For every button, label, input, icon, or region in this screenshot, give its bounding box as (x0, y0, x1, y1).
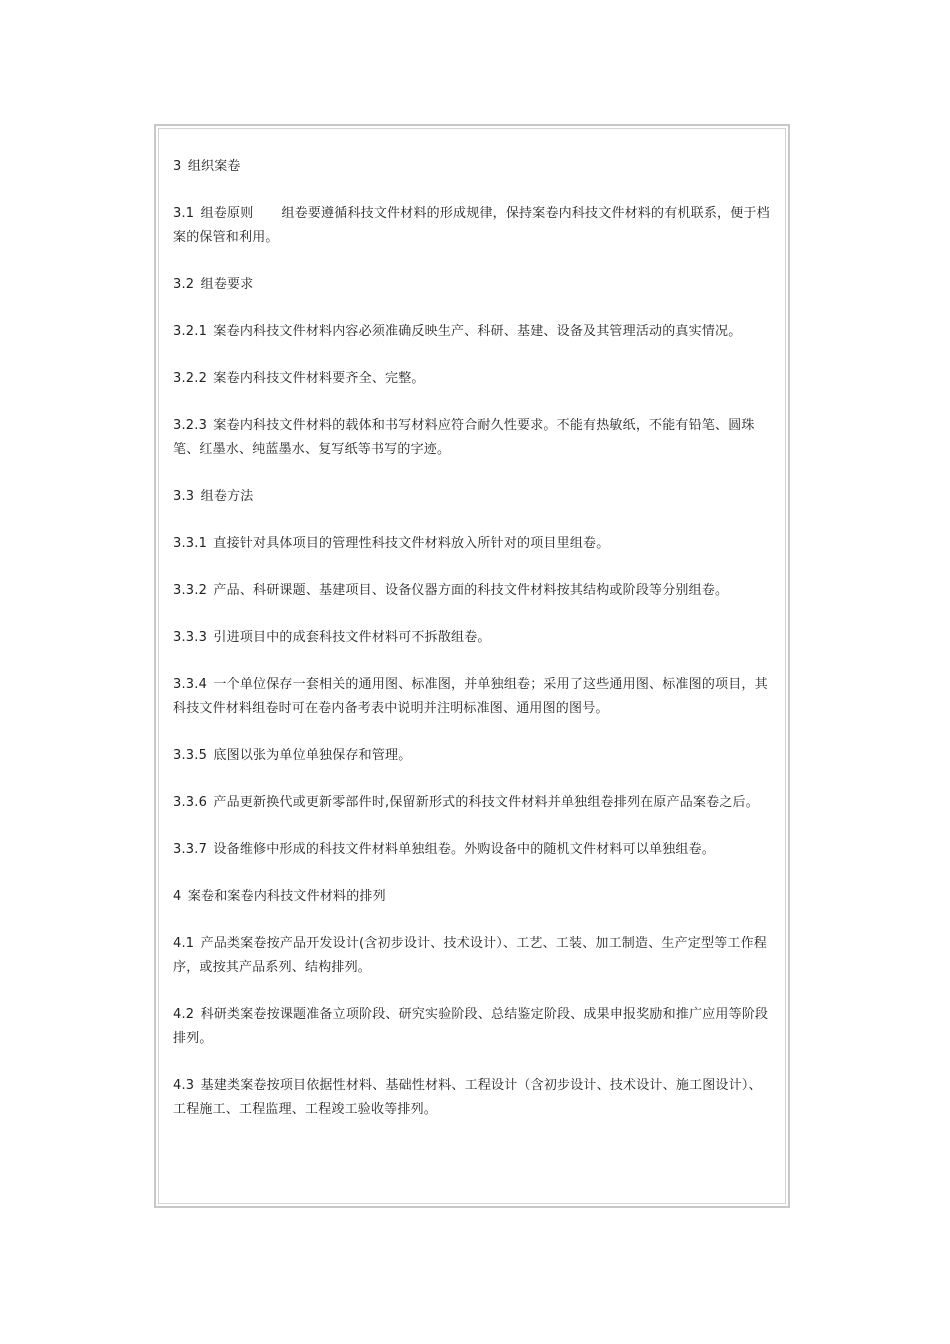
paragraph-text: 案卷内科技文件材料要齐全、完整。 (213, 371, 425, 386)
section-number: 3.3.1 (173, 536, 208, 551)
paragraph (173, 838, 773, 862)
paragraph (173, 367, 773, 391)
paragraph (173, 791, 773, 815)
section-text: 组卷原则 (200, 206, 254, 221)
section-number: 3.3.5 (173, 748, 208, 763)
section-text: 案卷和案卷内科技文件材料的排列 (187, 889, 386, 904)
paragraph (173, 1003, 773, 1051)
section-text: 组卷方法 (200, 489, 254, 504)
section-heading (173, 155, 773, 179)
paragraph (173, 414, 773, 462)
paragraph-text: 产品类案卷按产品开发设计(含初步设计、技术设计）、工艺、工装、加工制造、生产定型等工作程序，或按其产品系列、结构排列。 (173, 936, 767, 975)
section-number: 3.3.2 (173, 583, 208, 598)
section-number: 3.3.4 (173, 677, 208, 692)
paragraph (173, 1074, 773, 1122)
paragraph (173, 744, 773, 768)
section-text: 组卷要求 (200, 277, 254, 292)
section-number: 3.3 (173, 489, 195, 504)
section-heading (173, 273, 773, 297)
section-number: 3.3.3 (173, 630, 208, 645)
paragraph-text: 案卷内科技文件材料的载体和书写材料应符合耐久性要求。不能有热敏纸，不能有铅笔、圆珠笔、红墨水、纯蓝墨水、复写纸等书写的字迹。 (173, 418, 755, 457)
document-body (158, 128, 786, 1204)
paragraph-text: 案卷内科技文件材料内容必须准确反映生产、科研、基建、设备及其管理活动的真实情况。 (213, 324, 742, 339)
paragraph-text: 设备维修中形成的科技文件材料单独组卷。外购设备中的随机文件材料可以单独组卷。 (213, 842, 716, 857)
paragraph (173, 202, 773, 250)
section-number: 4.2 (173, 1007, 195, 1022)
paragraph-text: 引进项目中的成套科技文件材料可不拆散组卷。 (213, 630, 491, 645)
paragraph-text: 产品、科研课题、基建项目、设备仪器方面的科技文件材料按其结构或阶段等分别组卷。 (213, 583, 729, 598)
section-number: 3.2.2 (173, 371, 208, 386)
section-number: 3.2.1 (173, 324, 208, 339)
document-frame (154, 124, 790, 1208)
section-text: 组织案卷 (187, 159, 241, 174)
paragraph (173, 532, 773, 556)
paragraph-text: 底图以张为单位单独保存和管理。 (213, 748, 412, 763)
section-number: 3.2 (173, 277, 195, 292)
paragraph-text: 科研类案卷按课题准备立项阶段、研究实验阶段、总结鉴定阶段、成果申报奖励和推广应用等阶段排列。 (173, 1007, 769, 1046)
section-number: 3.3.7 (173, 842, 208, 857)
paragraph (173, 673, 773, 721)
paragraph-text: 一个单位保存一套相关的通用图、标准图，并单独组卷；采用了这些通用图、标准图的项目，其科技文件材料组卷时可在卷内备考表中说明并注明标准图、通用图的图号。 (173, 677, 768, 716)
paragraph (173, 932, 773, 980)
paragraph-text: 组卷要遵循科技文件材料的形成规律，保持案卷内科技文件材料的有机联系，便于档案的保管和利用。 (173, 206, 770, 245)
section-number: 4.1 (173, 936, 195, 951)
paragraph (173, 579, 773, 603)
paragraph (173, 626, 773, 650)
section-heading (173, 485, 773, 509)
paragraph (173, 320, 773, 344)
section-number: 4 (173, 889, 182, 904)
section-number: 3 (173, 159, 182, 174)
paragraph-text: 产品更新换代或更新零部件时,保留新形式的科技文件材料并单独组卷排列在原产品案卷之后。 (213, 795, 759, 810)
section-heading (173, 885, 773, 909)
section-number: 4.3 (173, 1078, 195, 1093)
paragraph-text: 基建类案卷按项目依据性材料、基础性材料、工程设计（含初步设计、技术设计、施工图设计）、工程施工、工程监理、工程竣工验收等排列。 (173, 1078, 762, 1117)
section-number: 3.3.6 (173, 795, 208, 810)
section-number: 3.2.3 (173, 418, 208, 433)
paragraph-text: 直接针对具体项目的管理性科技文件材料放入所针对的项目里组卷。 (213, 536, 610, 551)
section-number: 3.1 (173, 206, 195, 221)
